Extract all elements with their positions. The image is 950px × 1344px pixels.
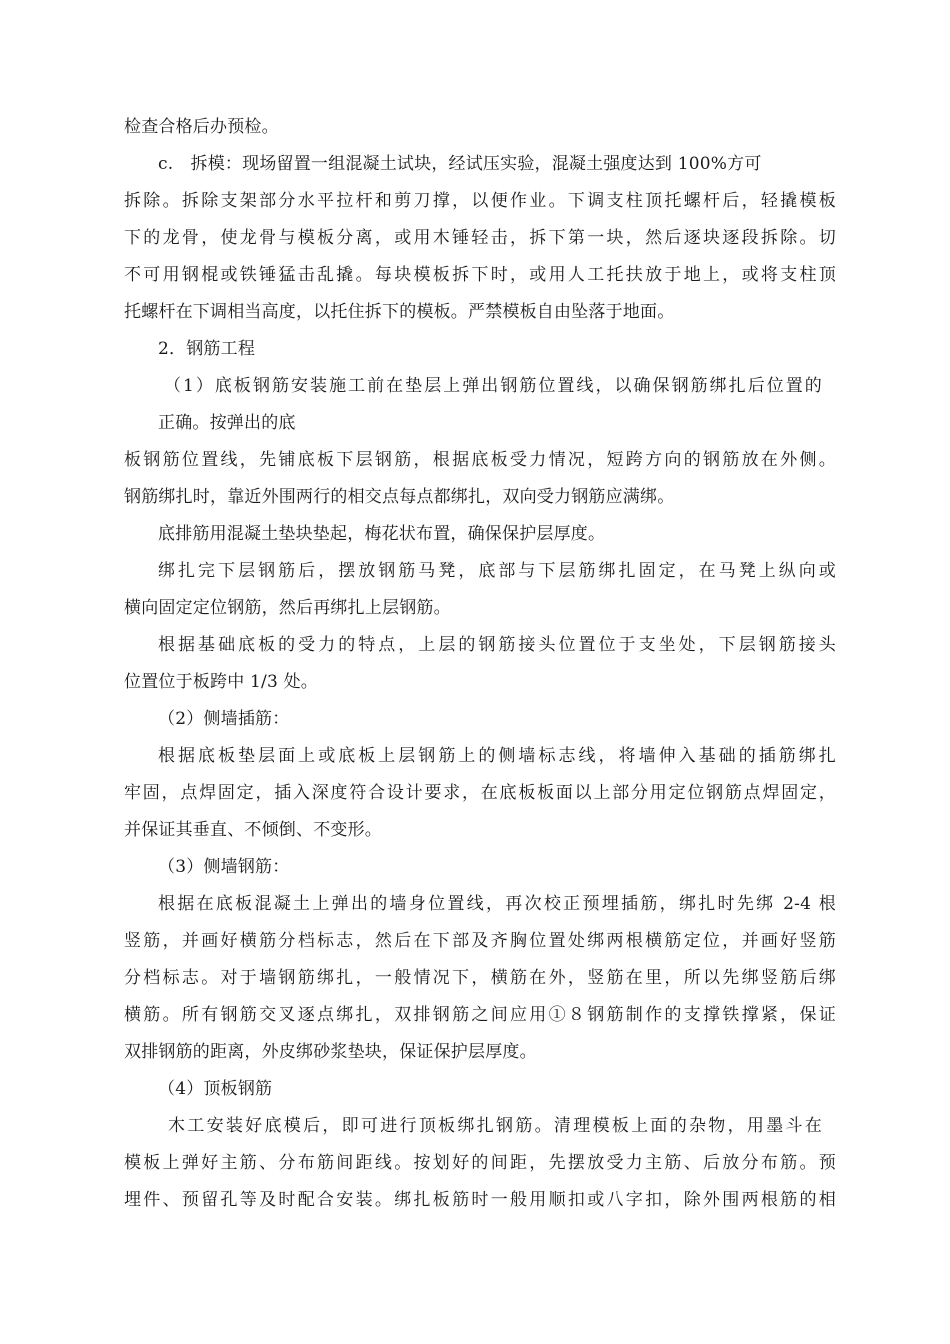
- text-line: 下的龙骨，使龙骨与模板分离，或用木锤轻击，拆下第一块，然后逐块逐段拆除。切: [124, 228, 836, 248]
- subsection-heading: （3）侧墙钢筋：: [158, 857, 290, 877]
- text-line: 横向固定定位钢筋，然后再绑扎上层钢筋。: [124, 598, 451, 618]
- text-line: 不可用钢棍或铁锤猛击乱撬。每块模板拆下时，或用人工托扶放于地上，或将支柱顶: [124, 265, 836, 285]
- text-line: 托螺杆在下调相当高度，以托住拆下的模板。严禁模板自由坠落于地面。: [124, 302, 675, 322]
- text-line: 双排钢筋的距离，外皮绑砂浆垫块，保证保护层厚度。: [124, 1042, 537, 1062]
- text-line: 拆除。拆除支架部分水平拉杆和剪刀撑，以便作业。下调支柱顶托螺杆后，轻撬模板: [124, 191, 836, 211]
- text-line: 横筋。所有钢筋交叉逐点绑扎，双排钢筋之间应用①８钢筋制作的支撑铁撑紧，保证: [124, 1005, 836, 1025]
- text-line: 木工安装好底模后，即可进行顶板绑扎钢筋。清理模板上面的杂物，用墨斗在: [168, 1116, 822, 1136]
- text-line: 牢固，点焊固定，插入深度符合设计要求，在底板板面以上部分用定位钢筋点焊固定，: [124, 783, 836, 803]
- section-heading: 2．钢筋工程: [158, 339, 256, 359]
- text-line: 并保证其垂直、不倾倒、不变形。: [124, 820, 382, 840]
- text-line: 埋件、预留孔等及时配合安装。绑扎板筋时一般用顺扣或八字扣，除外围两根筋的相: [124, 1190, 836, 1210]
- text-line: 分档标志。对于墙钢筋绑扎，一般情况下，横筋在外，竖筋在里，所以先绑竖筋后绑: [124, 968, 836, 988]
- text-line: 位置位于板跨中 1/3 处。: [124, 672, 318, 692]
- text-line: 竖筋，并画好横筋分档标志，然后在下部及齐胸位置处绑两根横筋定位，并画好竖筋: [124, 931, 836, 951]
- text-line: 绑扎完下层钢筋后，摆放钢筋马凳，底部与下层筋绑扎固定，在马凳上纵向或: [158, 561, 836, 581]
- text-line: 根据底板垫层面上或底板上层钢筋上的侧墙标志线，将墙伸入基础的插筋绑扎: [158, 746, 836, 766]
- subsection-heading: （2）侧墙插筋：: [158, 709, 290, 729]
- text-line: 根据基础底板的受力的特点，上层的钢筋接头位置位于支坐处，下层钢筋接头: [158, 635, 836, 655]
- text-line: 根据在底板混凝土上弹出的墙身位置线，再次校正预埋插筋，绑扎时先绑 2-4 根: [158, 894, 836, 914]
- text-line: 正确。按弹出的底: [158, 413, 296, 433]
- text-line: 钢筋绑扎时，靠近外围两行的相交点每点都绑扎，双向受力钢筋应满绑。: [124, 487, 675, 507]
- text-line: c. 拆模：现场留置一组混凝土试块，经试压实验，混凝土强度达到 100%方可: [158, 154, 762, 174]
- text-line: （1）底板钢筋安装施工前在垫层上弹出钢筋位置线，以确保钢筋绑扎后位置的: [164, 376, 822, 396]
- text-line: 模板上弹好主筋、分布筋间距线。按划好的间距，先摆放受力主筋、后放分布筋。预: [124, 1153, 836, 1173]
- subsection-heading: （4）顶板钢筋: [158, 1079, 273, 1099]
- text-line: 底排筋用混凝土垫块垫起，梅花状布置，确保保护层厚度。: [158, 524, 606, 544]
- text-line: 板钢筋位置线，先铺底板下层钢筋，根据底板受力情况，短跨方向的钢筋放在外侧。: [124, 450, 836, 470]
- text-line: 检查合格后办预检。: [124, 117, 279, 137]
